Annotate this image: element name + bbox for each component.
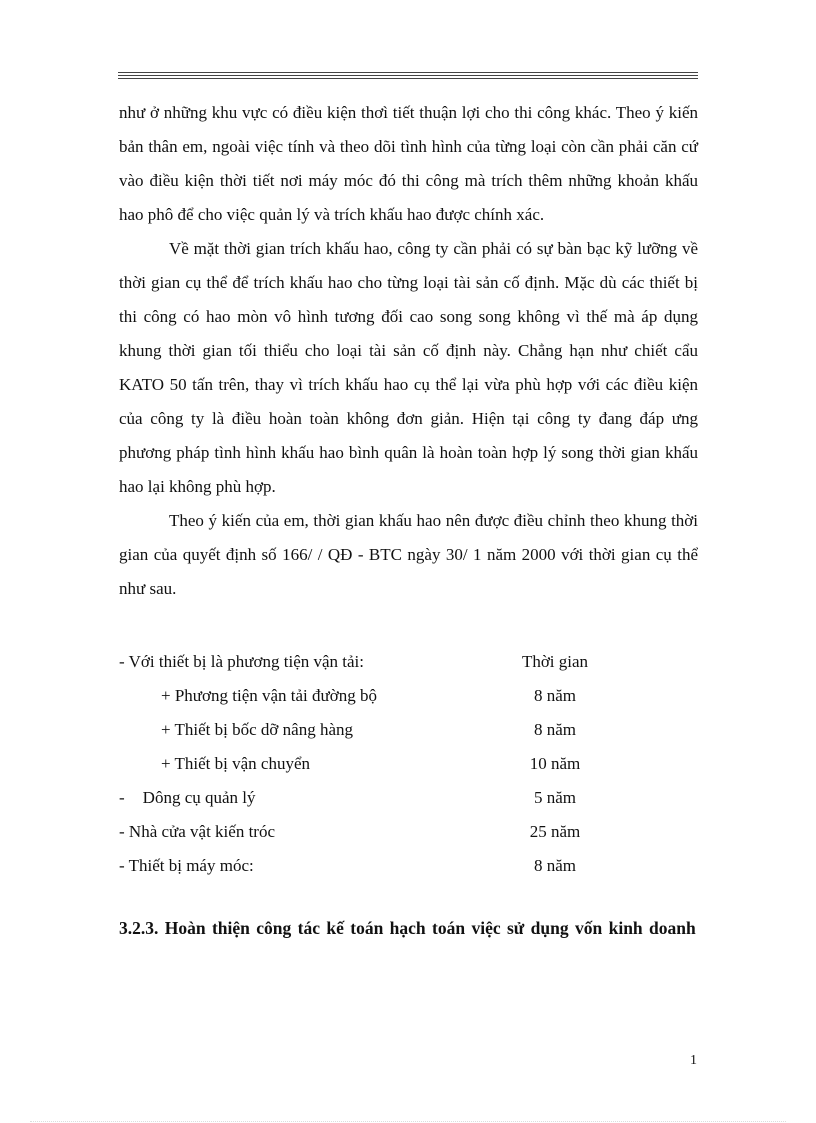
body-text: [119, 96, 698, 606]
header-rule-middle: [118, 75, 698, 76]
list-item: [119, 713, 698, 747]
list-item-label: - Thiết bị máy móc:: [119, 856, 254, 875]
list-item-value: 8 năm: [533, 686, 577, 705]
list-item-value: 25 năm: [529, 822, 581, 841]
list-dash: -: [119, 788, 125, 807]
header-rule-top: [118, 72, 698, 73]
section-heading: 3.2.3. Hoàn thiện công tác kế toán hạch toán việc sử dụng vốn kinh doanh: [119, 918, 696, 938]
list-item-value: 8 năm: [533, 856, 577, 875]
paragraph-3: Theo ý kiến của em, thời gian khấu hao nên được điều chỉnh theo khung thời gian của quyết định số 166/ / QĐ - BTC ngày 30/ 1 năm 2000 với thời gian cụ thể như sau.: [119, 511, 698, 598]
list-item-label: - Nhà cửa vật kiến tróc: [119, 822, 276, 841]
list-item-value: 8 năm: [533, 720, 577, 739]
list-item-label: + Thiết bị bốc dỡ nâng hàng: [161, 720, 354, 739]
list-item: [119, 645, 698, 679]
list-item: [119, 679, 698, 713]
depreciation-list: [119, 645, 698, 883]
list-item: [119, 815, 698, 849]
list-item-value: 10 năm: [529, 754, 581, 773]
list-item-label: - Với thiết bị là phương tiện vận tải:: [119, 652, 365, 671]
list-item-label: [119, 781, 256, 815]
page-number: 1: [690, 1053, 697, 1068]
list-item: [119, 781, 698, 815]
list-item-value: 5 năm: [533, 788, 577, 807]
list-item: [119, 849, 698, 883]
list-item-label: + Thiết bị vận chuyển: [161, 754, 311, 773]
list-item: [119, 747, 698, 781]
list-item-label: + Phương tiện vận tải đường bộ: [161, 686, 377, 705]
list-item-text: Dông cụ quản lý: [142, 788, 256, 807]
paragraph-1: như ở những khu vực có điều kiện thơì tiết thuận lợi cho thi công khác. Theo ý kiến bản thân em, ngoài việc tính và theo dõi tình hình của từng loại còn cần phải căn cứ vào điều kiện thời tiết nơi máy móc đó thi công mà trích thêm những khoản khấu hao phô để cho việc quản lý và trích khấu hao được chính xác.: [119, 103, 698, 224]
page-bottom-border: [30, 1121, 786, 1122]
list-item-value: Thời gian: [521, 652, 589, 671]
paragraph-2: Về mặt thời gian trích khấu hao, công ty cần phải có sự bàn bạc kỹ lưỡng về thời gian cụ thể để trích khấu hao cho từng loại tài sản cố định. Mặc dù các thiết bị thi công có hao mòn vô hình tương đối cao song song không vì thế mà áp dụng khung thời gian tối thiểu cho loại tài sản cố định này. Chẳng hạn như chiết cẩu KATO 50 tấn trên, thay vì trích khấu hao cụ thể lại vừa phù hợp với các điều kiện của công ty là điều hoàn toàn không đơn giản. Hiện tại công ty đang đáp ưng phương pháp tình hình khấu hao bình quân là hoàn toàn hợp lý song thời gian khấu hao lại không phù hợp.: [119, 239, 698, 496]
header-rule-bottom: [118, 78, 698, 79]
